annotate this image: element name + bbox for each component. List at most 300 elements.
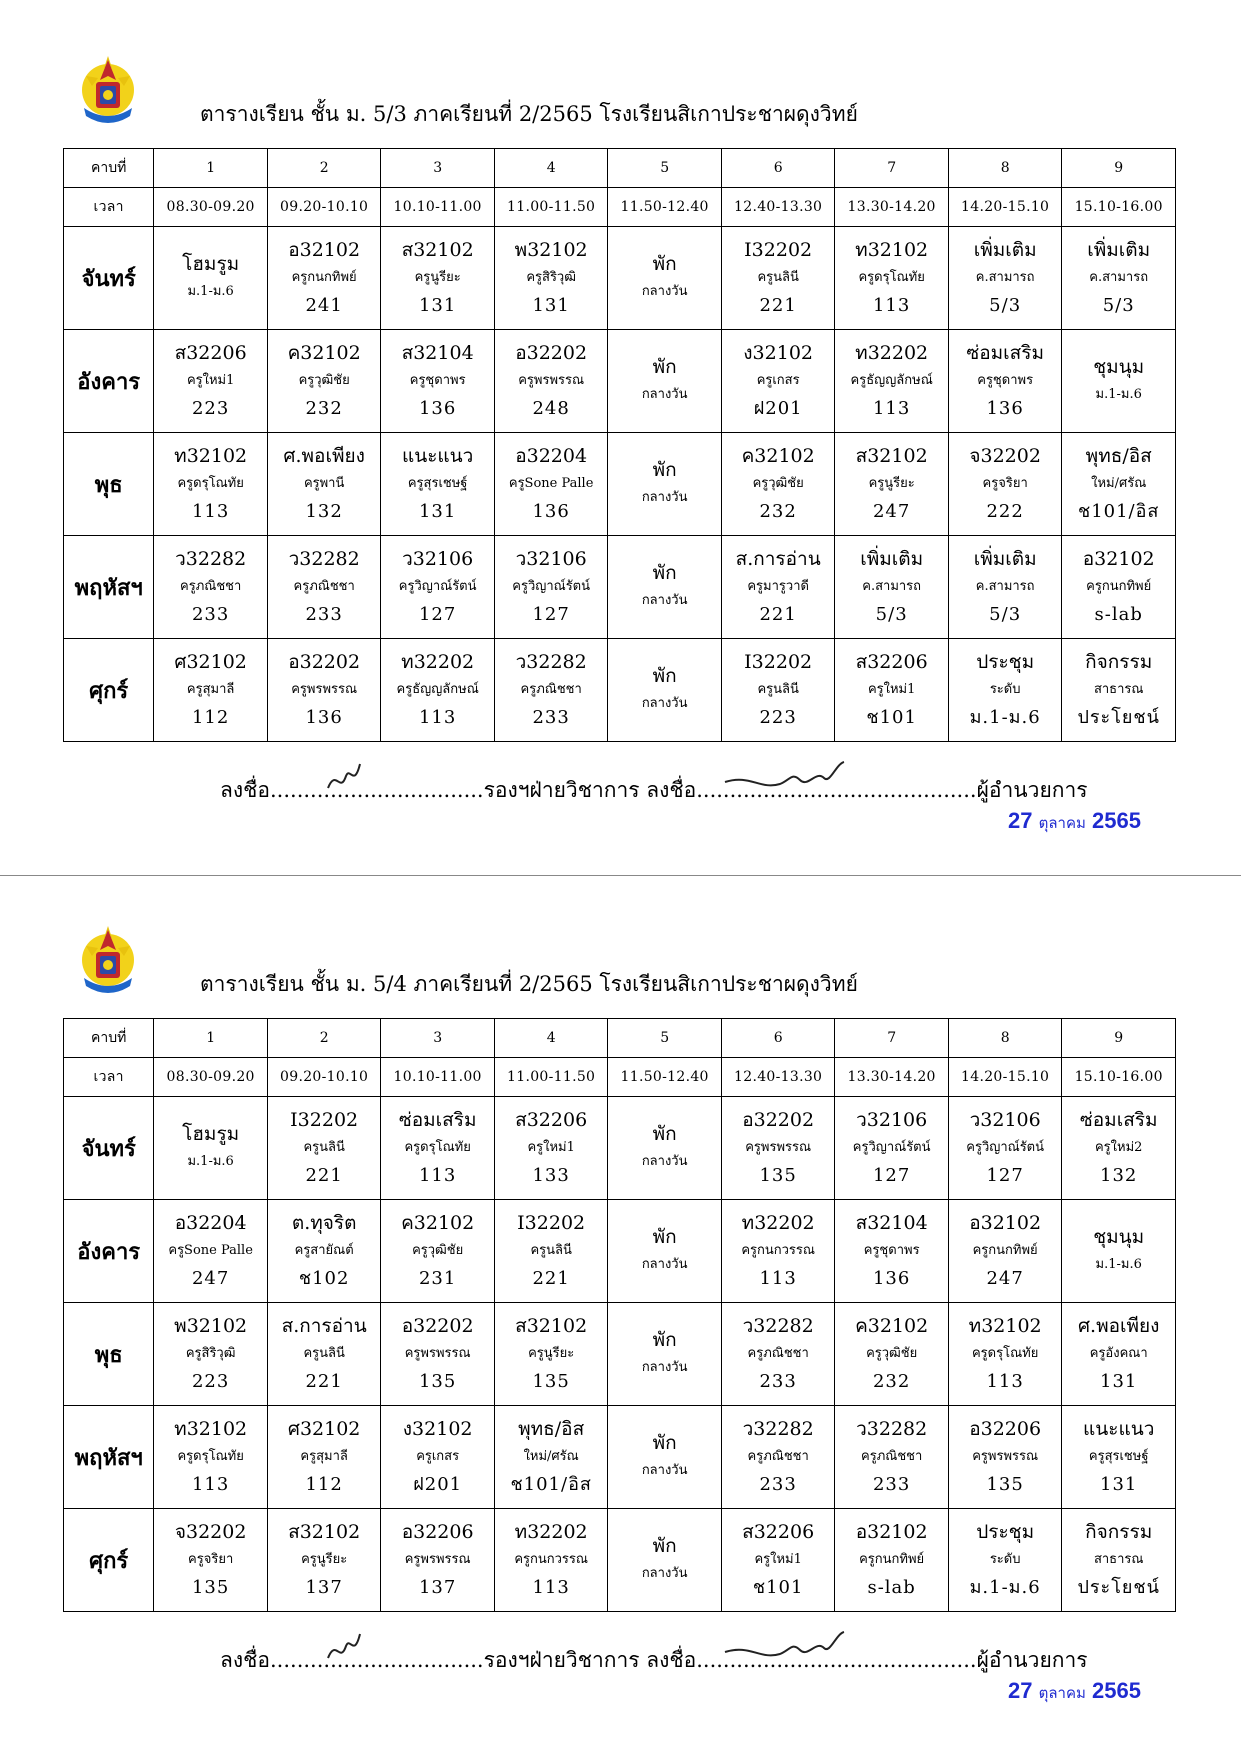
room-number: 223 — [759, 707, 797, 728]
room-number: 223 — [191, 1371, 230, 1392]
subject-code: อ32102 — [288, 239, 361, 261]
subject-code: ชุมนุม — [1093, 356, 1145, 378]
teacher-name: ม.1-ม.6 — [1095, 1257, 1142, 1272]
room-number: 135 — [532, 1371, 570, 1392]
subject-code: ว32106 — [856, 1109, 928, 1131]
room-number: 113 — [532, 1577, 570, 1598]
time-slot: 15.10-16.00 — [1062, 1058, 1176, 1097]
time-slot: 10.10-11.00 — [381, 188, 495, 227]
day-row — [64, 1200, 1176, 1303]
room-number: 112 — [305, 1474, 343, 1495]
schedule-cell — [608, 639, 722, 742]
subject-code: แนะแนว — [1083, 1418, 1155, 1440]
teacher-name: ครูวิญาณ์รัตน์ — [852, 1140, 931, 1155]
day-row — [64, 227, 1176, 330]
time-slot: 10.10-11.00 — [381, 1058, 495, 1097]
room-number: ประโยชน์ — [1077, 1577, 1160, 1598]
room-number: 221 — [305, 1165, 343, 1186]
schedule-cell — [381, 536, 495, 639]
day-label: ศุกร์ — [64, 639, 154, 742]
teacher-name: ครูสุรเชษฐ์ — [1088, 1449, 1149, 1464]
room-number: 131 — [532, 295, 570, 316]
date-year: 2565 — [1092, 808, 1141, 833]
subject-code: พัก — [652, 562, 677, 584]
room-number: 241 — [305, 295, 343, 316]
schedule-cell — [835, 536, 949, 639]
teacher-name: ครูเกสร — [756, 373, 800, 388]
time-slot: 08.30-09.20 — [154, 188, 268, 227]
room-number: 135 — [418, 1371, 457, 1392]
schedule-cell — [1062, 536, 1176, 639]
subject-code: พัก — [652, 356, 677, 378]
schedule-cell — [835, 330, 949, 433]
room-number: ช101 — [866, 707, 917, 728]
schedule-cell — [154, 1303, 268, 1406]
day-row — [64, 639, 1176, 742]
schedule-cell — [948, 1509, 1062, 1612]
schedule-cell — [608, 1509, 722, 1612]
period-number: 1 — [154, 149, 268, 188]
schedule-cell — [835, 1303, 949, 1406]
teacher-name: ครูชุดาพร — [863, 1243, 920, 1258]
time-slot: 11.00-11.50 — [494, 1058, 608, 1097]
schedule-cell — [721, 639, 835, 742]
room-number: 131 — [1100, 1474, 1138, 1495]
schedule-cell — [1062, 227, 1176, 330]
schedule-cell — [721, 1406, 835, 1509]
room-number: ม.1-ม.6 — [969, 1577, 1041, 1598]
subject-code: ส32104 — [401, 342, 474, 364]
document-date — [1008, 1678, 1141, 1705]
subject-code: I32202 — [290, 1109, 359, 1131]
room-number: 5/3 — [875, 604, 908, 625]
schedule-cell — [154, 330, 268, 433]
schedule-cell — [721, 1097, 835, 1200]
room-number: ช101/อิส — [510, 1474, 592, 1495]
day-row — [64, 330, 1176, 433]
teacher-name: ครูสายัณต์ — [294, 1243, 354, 1258]
teacher-name: กลางวัน — [641, 284, 688, 299]
schedule-cell — [948, 639, 1062, 742]
subject-code: ศ.พอเพียง — [283, 445, 365, 467]
subject-code: ส32102 — [855, 445, 928, 467]
schedule-cell — [381, 1406, 495, 1509]
teacher-name: สาธารณ — [1093, 1552, 1144, 1567]
teacher-name: ครูมารูวาดี — [747, 579, 809, 594]
teacher-name: กลางวัน — [641, 490, 688, 505]
subject-code: ว32282 — [742, 1315, 814, 1337]
room-number: 221 — [532, 1268, 570, 1289]
period-label: คาบที่ — [64, 149, 154, 188]
teacher-name: ค.สามารถ — [975, 270, 1035, 285]
teacher-name: ค.สามารถ — [862, 579, 922, 594]
subject-code: ส32206 — [742, 1521, 815, 1543]
room-number: 233 — [305, 604, 343, 625]
teacher-name: ครูสุมาลี — [300, 1449, 348, 1464]
subject-code: ว32282 — [288, 548, 360, 570]
day-row — [64, 1406, 1176, 1509]
period-number: 3 — [381, 1019, 495, 1058]
room-number: ม.1-ม.6 — [969, 707, 1041, 728]
subject-code: อ32202 — [742, 1109, 815, 1131]
subject-code: ค32102 — [855, 1315, 929, 1337]
period-number: 7 — [835, 149, 949, 188]
schedule-title: ตารางเรียน ชั้น ม. 5/3 ภาคเรียนที่ 2/2565 โรงเรียนสิเกาประชาผดุงวิทย์ — [200, 102, 858, 126]
teacher-name: ครูใหม่2 — [1094, 1140, 1143, 1155]
time-slot: 09.20-10.10 — [267, 188, 381, 227]
teacher-name: ใหม่/ศรัณ — [1091, 476, 1147, 491]
subject-code: พัก — [652, 1329, 677, 1351]
teacher-name: ครูดรุโณทัย — [177, 476, 244, 491]
time-label: เวลา — [64, 188, 154, 227]
room-number: 113 — [418, 707, 457, 728]
day-label: อังคาร — [64, 330, 154, 433]
subject-code: ท32202 — [855, 342, 929, 364]
subject-code: ส32104 — [855, 1212, 928, 1234]
teacher-name: ครูพรพรรณ — [291, 682, 358, 697]
day-label: ศุกร์ — [64, 1509, 154, 1612]
room-number: 127 — [872, 1165, 911, 1186]
subject-code: I32202 — [744, 239, 813, 261]
teacher-name: ครูภณิชชา — [861, 1449, 923, 1464]
teacher-name: ครูชุดาพร — [409, 373, 466, 388]
schedule-cell — [948, 536, 1062, 639]
room-number: 131 — [418, 295, 457, 316]
schedule-cell — [835, 1509, 949, 1612]
subject-code: ว32106 — [515, 548, 587, 570]
subject-code: ส32206 — [515, 1109, 588, 1131]
subject-code: พัก — [652, 665, 677, 687]
schedule-cell — [381, 1303, 495, 1406]
subject-code: ท32202 — [514, 1521, 588, 1543]
period-number: 5 — [608, 149, 722, 188]
schedule-cell — [721, 536, 835, 639]
subject-code: เพิ่มเติม — [1087, 239, 1151, 261]
room-number: 127 — [532, 604, 570, 625]
teacher-name: ครูนลินี — [303, 1346, 345, 1361]
schedule-cell — [1062, 1200, 1176, 1303]
teacher-name: ครูดรุโณทัย — [404, 1140, 471, 1155]
subject-code: ท32102 — [855, 239, 929, 261]
teacher-name: ครูวุฒิชัย — [866, 1346, 918, 1361]
subject-code: ศ32102 — [287, 1418, 361, 1440]
teacher-name: ครูนลินี — [757, 270, 799, 285]
room-number: 112 — [191, 707, 230, 728]
schedule-cell — [267, 1406, 381, 1509]
subject-code: ส32102 — [401, 239, 474, 261]
teacher-name: ครูนลินี — [303, 1140, 345, 1155]
schedule-cell — [267, 433, 381, 536]
teacher-name: ครูวิญาณ์รัตน์ — [512, 579, 591, 594]
day-label: พุธ — [64, 433, 154, 536]
subject-code: เพิ่มเติม — [973, 548, 1037, 570]
room-number: 137 — [418, 1577, 457, 1598]
subject-code: ส32206 — [855, 651, 928, 673]
day-row — [64, 1509, 1176, 1612]
room-number: ประโยชน์ — [1077, 707, 1160, 728]
teacher-name: ครูกนกทิพย์ — [859, 1552, 925, 1567]
period-number: 2 — [267, 1019, 381, 1058]
time-slot: 12.40-13.30 — [721, 1058, 835, 1097]
room-number: ฝ201 — [413, 1474, 463, 1495]
teacher-name: ครูภณิชชา — [293, 579, 355, 594]
day-row — [64, 1097, 1176, 1200]
teacher-name: ครูSone Palle — [168, 1243, 253, 1258]
room-number: 233 — [532, 707, 570, 728]
subject-code: I32202 — [517, 1212, 586, 1234]
schedule-cell — [267, 1200, 381, 1303]
schedule-cell — [948, 1303, 1062, 1406]
teacher-name: ระดับ — [989, 682, 1021, 697]
date-year: 2565 — [1092, 1678, 1141, 1703]
schedule-cell — [948, 1097, 1062, 1200]
schedule-cell — [835, 1406, 949, 1509]
schedule-cell — [267, 227, 381, 330]
schedule-cell — [948, 330, 1062, 433]
room-number: 131 — [418, 501, 457, 522]
day-row — [64, 1303, 1176, 1406]
room-number: 113 — [872, 398, 911, 419]
teacher-name: ครูจริยา — [982, 476, 1028, 491]
teacher-name: ครูภณิชชา — [180, 579, 242, 594]
time-slot: 15.10-16.00 — [1062, 188, 1176, 227]
schedule-cell — [267, 1303, 381, 1406]
schedule-cell — [835, 433, 949, 536]
schedule-cell — [494, 1097, 608, 1200]
time-slot: 08.30-09.20 — [154, 1058, 268, 1097]
schedule-cell — [494, 639, 608, 742]
subject-code: โฮมรูม — [182, 1123, 240, 1145]
room-number: 132 — [1100, 1165, 1138, 1186]
period-number: 1 — [154, 1019, 268, 1058]
subject-code: ส32206 — [174, 342, 247, 364]
teacher-name: กลางวัน — [641, 1463, 688, 1478]
schedule-cell — [267, 639, 381, 742]
schedule-cell — [154, 639, 268, 742]
subject-code: อ32202 — [288, 651, 361, 673]
schedule-cell — [154, 1200, 268, 1303]
subject-code: อ32202 — [401, 1315, 474, 1337]
schedule-cell — [608, 433, 722, 536]
teacher-name: ครูนลินี — [530, 1243, 572, 1258]
schedule-cell — [381, 227, 495, 330]
subject-code: พัก — [652, 1123, 677, 1145]
subject-code: โฮมรูม — [182, 253, 240, 275]
schedule-cell — [948, 227, 1062, 330]
teacher-name: ครูกนกทิพย์ — [291, 270, 357, 285]
teacher-name: ม.1-ม.6 — [1095, 387, 1142, 402]
subject-code: อ32204 — [174, 1212, 247, 1234]
signature-scribble-icon — [720, 760, 850, 800]
subject-code: ว32282 — [175, 548, 247, 570]
subject-code: ว32106 — [402, 548, 474, 570]
room-number: 247 — [872, 501, 911, 522]
day-row — [64, 536, 1176, 639]
day-label: อังคาร — [64, 1200, 154, 1303]
time-slot: 12.40-13.30 — [721, 188, 835, 227]
period-number: 8 — [948, 1019, 1062, 1058]
signature-scribble-icon — [720, 1630, 850, 1670]
schedule-cell — [267, 1509, 381, 1612]
room-number: ช101/อิส — [1077, 501, 1160, 522]
room-number: 233 — [759, 1474, 797, 1495]
time-slot: 13.30-14.20 — [835, 1058, 949, 1097]
subject-code: พัก — [652, 459, 677, 481]
teacher-name: กลางวัน — [641, 387, 688, 402]
period-number: 6 — [721, 1019, 835, 1058]
teacher-name: กลางวัน — [641, 1566, 688, 1581]
time-header-row — [64, 1058, 1176, 1097]
timetable — [63, 148, 1176, 742]
schedule-cell — [1062, 639, 1176, 742]
time-slot: 11.50-12.40 — [608, 1058, 722, 1097]
subject-code: พ32102 — [174, 1315, 248, 1337]
signature-scribble-icon — [318, 1628, 378, 1668]
room-number: 233 — [759, 1371, 797, 1392]
time-header-row — [64, 188, 1176, 227]
subject-code: อ32102 — [969, 1212, 1042, 1234]
day-label: พฤหัสฯ — [64, 1406, 154, 1509]
day-row — [64, 433, 1176, 536]
schedule-cell — [948, 1406, 1062, 1509]
teacher-name: ม.1-ม.6 — [187, 284, 234, 299]
schedule-cell — [608, 1097, 722, 1200]
time-slot: 14.20-15.10 — [948, 1058, 1062, 1097]
room-number: 135 — [191, 1577, 230, 1598]
subject-code: ประชุม — [976, 651, 1035, 673]
teacher-name: ครูกนกวรรณ — [514, 1552, 588, 1567]
subject-code: เพิ่มเติม — [860, 548, 924, 570]
timetable — [63, 1018, 1176, 1612]
room-number: 223 — [191, 398, 230, 419]
schedule-cell — [381, 1200, 495, 1303]
subject-code: ส.การอ่าน — [735, 548, 821, 570]
period-header-row — [64, 149, 1176, 188]
date-day: 27 — [1008, 808, 1033, 833]
school-emblem-icon — [78, 920, 138, 1000]
period-number: 2 — [267, 149, 381, 188]
subject-code: ว32106 — [969, 1109, 1041, 1131]
subject-code: ค32102 — [741, 445, 815, 467]
teacher-name: ครูวุฒิชัย — [412, 1243, 464, 1258]
subject-code: ว32282 — [515, 651, 587, 673]
teacher-name: ค.สามารถ — [975, 579, 1035, 594]
teacher-name: กลางวัน — [641, 1257, 688, 1272]
room-number: 113 — [418, 1165, 457, 1186]
period-number: 5 — [608, 1019, 722, 1058]
room-number: 247 — [191, 1268, 230, 1289]
subject-code: เพิ่มเติม — [973, 239, 1037, 261]
schedule-cell — [381, 639, 495, 742]
teacher-name: ครูดรุโณทัย — [971, 1346, 1039, 1361]
teacher-name: ครูพรพรรณ — [404, 1552, 471, 1567]
schedule-cell — [835, 1097, 949, 1200]
day-label: พฤหัสฯ — [64, 536, 154, 639]
subject-code: พัก — [652, 1432, 677, 1454]
schedule-title: ตารางเรียน ชั้น ม. 5/4 ภาคเรียนที่ 2/2565 โรงเรียนสิเกาประชาผดุงวิทย์ — [200, 972, 858, 996]
period-number: 4 — [494, 149, 608, 188]
room-number: 136 — [986, 398, 1024, 419]
subject-code: ซ่อมเสริม — [398, 1109, 477, 1131]
subject-code: ส.การอ่าน — [281, 1315, 367, 1337]
teacher-name: สาธารณ — [1093, 682, 1144, 697]
teacher-name: ครูชุดาพร — [977, 373, 1034, 388]
teacher-name: ครูSone Palle — [508, 476, 594, 491]
room-number: 113 — [872, 295, 911, 316]
teacher-name: ครูสุรเชษฐ์ — [407, 476, 468, 491]
period-header-row — [64, 1019, 1176, 1058]
time-label: เวลา — [64, 1058, 154, 1097]
teacher-name: ใหม่/ศรัณ — [523, 1449, 579, 1464]
schedule-cell — [721, 1509, 835, 1612]
room-number: 232 — [872, 1371, 911, 1392]
teacher-name: กลางวัน — [641, 696, 688, 711]
date-day: 27 — [1008, 1678, 1033, 1703]
schedule-cell — [267, 536, 381, 639]
teacher-name: ครูจริยา — [188, 1552, 234, 1567]
page-divider — [0, 875, 1241, 876]
subject-code: ท32102 — [174, 445, 248, 467]
teacher-name: ครูนูรียะ — [868, 476, 915, 491]
schedule-cell — [494, 330, 608, 433]
schedule-cell — [1062, 433, 1176, 536]
subject-code: อ32202 — [515, 342, 588, 364]
schedule-cell — [721, 433, 835, 536]
schedule-cell — [1062, 1509, 1176, 1612]
room-number: 136 — [872, 1268, 911, 1289]
schedule-cell — [608, 1200, 722, 1303]
period-number: 9 — [1062, 1019, 1176, 1058]
schedule-cell — [1062, 330, 1176, 433]
subject-code: อ32102 — [1082, 548, 1155, 570]
subject-code: ค32102 — [287, 342, 361, 364]
time-slot: 11.50-12.40 — [608, 188, 722, 227]
room-number: ฝ201 — [753, 398, 803, 419]
schedule-cell — [608, 536, 722, 639]
schedule-cell — [721, 1200, 835, 1303]
room-number: 5/3 — [1102, 295, 1135, 316]
teacher-name: ครูกนกทิพย์ — [972, 1243, 1038, 1258]
room-number: 233 — [872, 1474, 911, 1495]
room-number: 127 — [418, 604, 457, 625]
teacher-name: ครูใหม่1 — [186, 373, 235, 388]
teacher-name: กลางวัน — [641, 593, 688, 608]
schedule-cell — [494, 1406, 608, 1509]
schedule-cell — [721, 227, 835, 330]
room-number: 231 — [418, 1268, 457, 1289]
period-label: คาบที่ — [64, 1019, 154, 1058]
signature-scribble-icon — [318, 758, 378, 798]
schedule-cell — [835, 227, 949, 330]
room-number: 233 — [191, 604, 230, 625]
room-number: 248 — [532, 398, 570, 419]
schedule-cell — [381, 1097, 495, 1200]
teacher-name: กลางวัน — [641, 1154, 688, 1169]
subject-code: จ32202 — [969, 445, 1041, 467]
room-number: 113 — [759, 1268, 797, 1289]
teacher-name: ครูนูรียะ — [414, 270, 461, 285]
teacher-name: ค.สามารถ — [1089, 270, 1149, 285]
subject-code: พ32102 — [514, 239, 588, 261]
room-number: 127 — [986, 1165, 1024, 1186]
subject-code: ศ32102 — [174, 651, 247, 673]
teacher-name: ครูพานี — [303, 476, 345, 491]
subject-code: ว32282 — [856, 1418, 928, 1440]
schedule-cell — [267, 330, 381, 433]
schedule-cell — [721, 330, 835, 433]
schedule-cell — [267, 1097, 381, 1200]
period-number: 8 — [948, 149, 1062, 188]
